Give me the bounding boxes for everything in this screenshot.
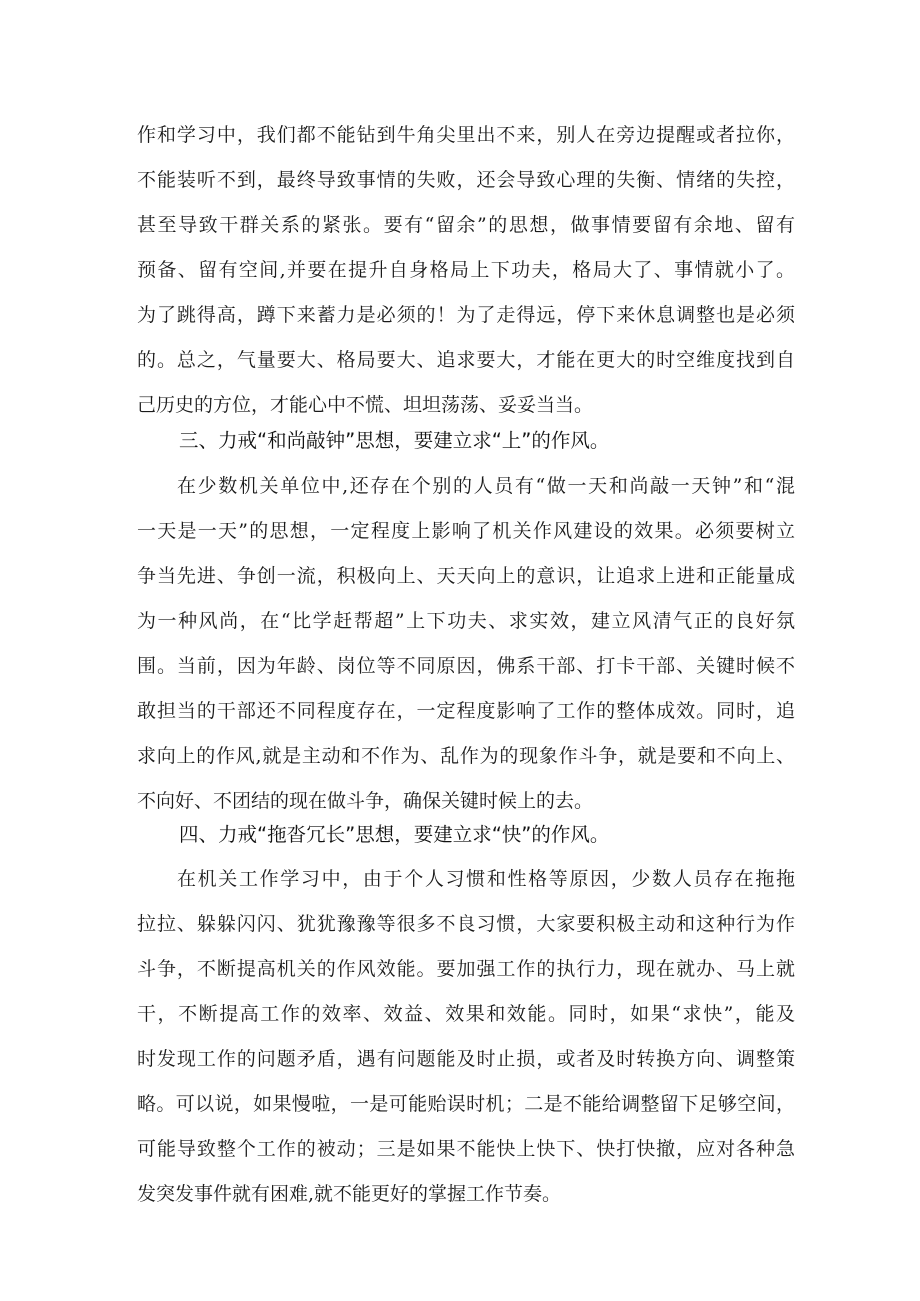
paragraph-line: 斗争，不断提高机关的作风效能。要加强工作的执行力，现在就办、马上就 bbox=[137, 958, 795, 980]
paragraph-line: 拉拉、躲躲闪闪、犹犹豫豫等很多不良习惯，大家要积极主动和这种行为作 bbox=[137, 913, 795, 935]
paragraph-line: 在少数机关单位中,还存在个别的人员有“做一天和尚敲一天钟”和“混 bbox=[177, 475, 795, 497]
paragraph-line: 为一种风尚，在“比学赶帮超”上下功夫、求实效，建立风清气正的良好氛 bbox=[137, 610, 795, 632]
paragraph-line: 不向好、不团结的现在做斗争，确保关键时候上的去。 bbox=[137, 790, 594, 812]
paragraph-2 bbox=[137, 464, 795, 824]
paragraph-line: 争当先进、争创一流，积极向上、天天向上的意识，让追求上进和正能量成 bbox=[137, 565, 795, 587]
paragraph-line: 发突发事件就有困难,就不能更好的掌握工作节奏。 bbox=[137, 1183, 562, 1205]
paragraph-line: 一天是一天”的思想，一定程度上影响了机关作风建设的效果。必须要树立 bbox=[137, 520, 795, 542]
section-heading-4: 四、力戒“拖沓冗长”思想，要建立求“快”的作风。 bbox=[179, 823, 610, 846]
paragraph-line: 己历史的方位，才能心中不慌、坦坦荡荡、妥妥当当。 bbox=[137, 394, 594, 416]
paragraph-line: 为了跳得高，蹲下来蓄力是必须的！为了走得远，停下来休息调整也是必须 bbox=[137, 304, 795, 326]
section-heading-3: 三、力戒“和尚敲钟”思想，要建立求“上”的作风。 bbox=[179, 429, 610, 452]
paragraph-line: 略。可以说，如果慢啦，一是可能贻误时机；二是不能给调整留下足够空间， bbox=[137, 1093, 795, 1115]
paragraph-line: 作和学习中，我们都不能钻到牛角尖里出不来，别人在旁边提醒或者拉你， bbox=[137, 124, 795, 146]
paragraph-line: 时发现工作的问题矛盾，遇有问题能及时止损，或者及时转换方向、调整策 bbox=[137, 1048, 795, 1070]
paragraph-3 bbox=[137, 857, 795, 1217]
paragraph-line: 可能导致整个工作的被动；三是如果不能快上快下、快打快撤，应对各种急 bbox=[137, 1138, 795, 1160]
paragraph-line: 不能装听不到，最终导致事情的失败，还会导致心理的失衡、情绪的失控， bbox=[137, 169, 795, 191]
paragraph-line: 求向上的作风,就是主动和不作为、乱作为的现象作斗争，就是要和不向上、 bbox=[137, 745, 795, 767]
paragraph-line: 敢担当的干部还不同程度存在，一定程度影响了工作的整体成效。同时，追 bbox=[137, 700, 795, 722]
paragraph-line: 的。总之，气量要大、格局要大、追求要大，才能在更大的时空维度找到自 bbox=[137, 349, 795, 371]
paragraph-line: 干，不断提高工作的效率、效益、效果和效能。同时，如果“求快”，能及 bbox=[137, 1003, 795, 1025]
paragraph-line: 围。当前，因为年龄、岗位等不同原因，佛系干部、打卡干部、关键时候不 bbox=[137, 655, 795, 677]
paragraph-line: 预备、留有空间,并要在提升自身格局上下功夫，格局大了、事情就小了。 bbox=[137, 259, 795, 281]
paragraph-line: 在机关工作学习中，由于个人习惯和性格等原因，少数人员存在拖拖 bbox=[177, 868, 795, 890]
paragraph-line: 甚至导致干群关系的紧张。要有“留余”的思想，做事情要留有余地、留有 bbox=[137, 214, 795, 236]
paragraph-1 bbox=[137, 113, 795, 428]
